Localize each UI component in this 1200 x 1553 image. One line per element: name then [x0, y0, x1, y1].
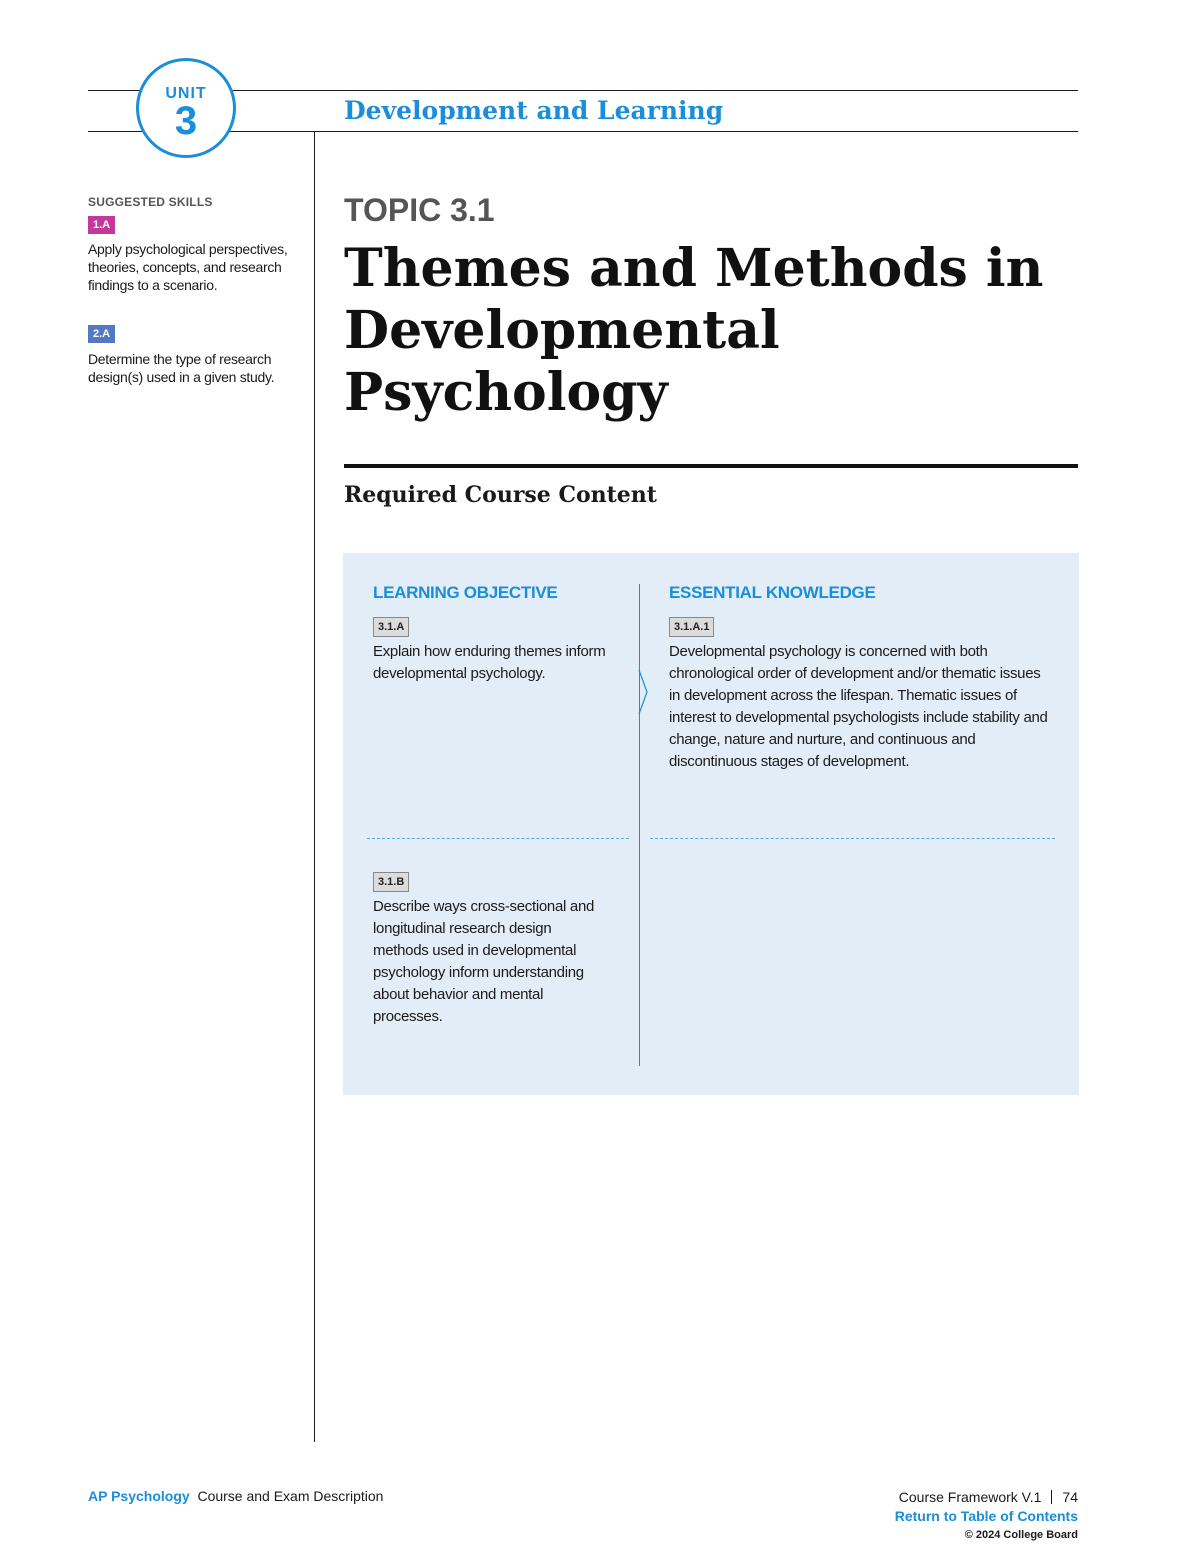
footer-publication	[88, 1488, 383, 1504]
row-divider	[650, 838, 1055, 839]
chevron-right-icon	[635, 670, 651, 714]
skill-description: Determine the type of research design(s) used in a given study.	[88, 351, 275, 385]
objective-code: 3.1.A	[373, 617, 409, 637]
objective-text: Describe ways cross-sectional and longitudinal research design methods used in developmental psychology inform understanding about behavior and mental processes.	[373, 898, 595, 1025]
objective-text: Explain how enduring themes inform developmental psychology.	[373, 643, 606, 682]
sidebar-divider	[314, 132, 315, 1442]
title-rule	[344, 464, 1078, 468]
unit-badge	[136, 58, 236, 158]
unit-label: UNIT	[165, 85, 207, 102]
column-divider	[639, 584, 640, 1066]
row-divider	[367, 838, 629, 839]
section-heading: Required Course Content	[344, 482, 657, 508]
page-number: 74	[1062, 1489, 1078, 1505]
objective-code: 3.1.B	[373, 872, 409, 892]
header-top-rule	[88, 90, 1078, 91]
footer-brand: AP Psychology	[88, 1488, 190, 1504]
skill-badge: 1.A	[88, 216, 115, 234]
page-title: Themes and Methods in Developmental Psychology	[344, 238, 1044, 423]
knowledge-text: Developmental psychology is concerned with both chronological order of development and/or thematic issues in development across the lifespan. Thematic issues of interest to developmental psychologists include stability and change, nature and nurture, and continuous and discontinuous stages of development.	[669, 643, 1048, 770]
skill-description: Apply psychological perspectives, theories, concepts, and research findings to a scenario.	[88, 241, 288, 293]
unit-number: 3	[174, 99, 198, 143]
copyright: © 2024 College Board	[964, 1529, 1078, 1541]
footer-separator	[1051, 1490, 1052, 1504]
topic-label: TOPIC 3.1	[344, 192, 495, 228]
header-bottom-rule	[88, 131, 1078, 132]
skill-badge: 2.A	[88, 325, 115, 343]
footer-meta	[895, 1488, 1078, 1545]
return-to-toc-link[interactable]: Return to Table of Contents	[894, 1508, 1078, 1524]
footer-framework: Course Framework V.1	[898, 1489, 1042, 1505]
knowledge-code: 3.1.A.1	[669, 617, 714, 637]
essential-knowledge-heading: ESSENTIAL KNOWLEDGE	[669, 583, 876, 602]
learning-objective-heading: LEARNING OBJECTIVE	[373, 583, 558, 602]
footer-description: Course and Exam Description	[197, 1488, 384, 1504]
unit-title: Development and Learning	[344, 96, 724, 125]
suggested-skills-heading: SUGGESTED SKILLS	[88, 195, 213, 209]
